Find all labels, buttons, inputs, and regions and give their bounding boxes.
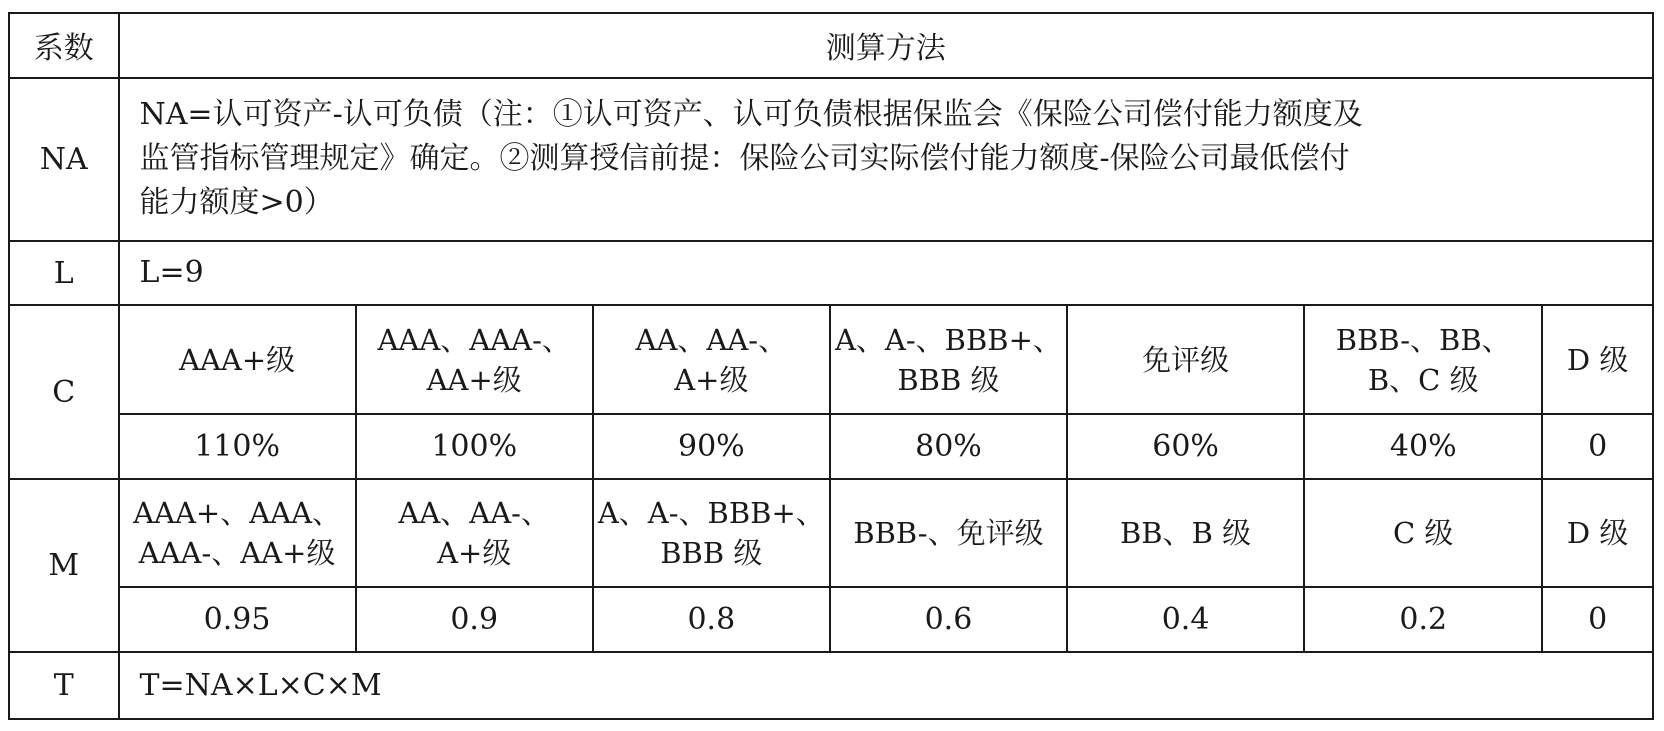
l-formula: L=9 — [119, 241, 1653, 306]
na-key: NA — [9, 78, 119, 241]
grade-line: B、C 级 — [1367, 362, 1479, 397]
row-c-grades — [9, 305, 1653, 414]
m-value-cell: 0.95 — [119, 587, 356, 652]
na-definition — [119, 78, 1653, 241]
m-grade-cell — [356, 479, 593, 588]
c-grade-cell — [119, 305, 356, 414]
c-value-cell: 80% — [830, 414, 1067, 479]
grade-line: AA、AA-、 — [635, 322, 788, 357]
grade-line: AAA-、AA+级 — [138, 536, 336, 571]
m-grade-cell — [1304, 479, 1542, 588]
grade-line: BBB-、BB、 — [1335, 322, 1511, 357]
row-c-values — [9, 414, 1653, 479]
grade-line: A、A-、BBB+、 — [597, 496, 825, 531]
header-row — [9, 13, 1653, 78]
na-line: 能力额度>0） — [139, 185, 334, 221]
grade-line: 免评级 — [1142, 342, 1230, 377]
m-grade-cell — [593, 479, 830, 588]
header-coefficient: 系数 — [9, 13, 119, 78]
grade-line: BBB-、免评级 — [853, 516, 1044, 551]
c-grade-cell — [1542, 305, 1653, 414]
na-line: 监管指标管理规定》确定。②测算授信前提：保险公司实际偿付能力额度-保险公司最低偿付 — [139, 141, 1350, 177]
m-value-cell: 0.6 — [830, 587, 1067, 652]
m-key: M — [9, 479, 119, 652]
row-m-values — [9, 587, 1653, 652]
m-grade-cell — [1067, 479, 1304, 588]
c-value-cell: 40% — [1304, 414, 1542, 479]
header-method: 测算方法 — [119, 13, 1653, 78]
m-grade-cell — [1542, 479, 1653, 588]
grade-line: A、A-、BBB+、 — [834, 322, 1062, 357]
grade-line: AA+级 — [426, 362, 522, 397]
grade-line: C 级 — [1393, 516, 1454, 551]
grade-line: BBB 级 — [897, 362, 1000, 397]
na-line: NA=认可资产-认可负债（注：①认可资产、认可负债根据保监会《保险公司偿付能力额度及 — [139, 97, 1363, 133]
c-grade-cell — [1067, 305, 1304, 414]
c-value-cell: 0 — [1542, 414, 1653, 479]
l-key: L — [9, 241, 119, 306]
c-value-cell: 100% — [356, 414, 593, 479]
m-value-cell: 0 — [1542, 587, 1653, 652]
m-value-cell: 0.2 — [1304, 587, 1542, 652]
grade-line: AAA+级 — [179, 342, 296, 377]
grade-line: A+级 — [437, 536, 512, 571]
t-formula: T=NA×L×C×M — [119, 652, 1653, 719]
m-grade-cell — [830, 479, 1067, 588]
t-key: T — [9, 652, 119, 719]
c-key: C — [9, 305, 119, 478]
c-grade-cell — [356, 305, 593, 414]
c-grade-cell — [593, 305, 830, 414]
grade-line: D 级 — [1566, 516, 1629, 551]
c-value-cell: 90% — [593, 414, 830, 479]
c-value-cell: 60% — [1067, 414, 1304, 479]
row-m-grades — [9, 479, 1653, 588]
grade-line: AAA+、AAA、 — [133, 496, 342, 531]
row-t — [9, 652, 1653, 719]
grade-line: D 级 — [1566, 342, 1629, 377]
m-grade-cell — [119, 479, 356, 588]
grade-line: AAA、AAA-、 — [377, 322, 571, 357]
grade-line: BB、B 级 — [1120, 516, 1252, 551]
c-value-cell: 110% — [119, 414, 356, 479]
m-value-cell: 0.9 — [356, 587, 593, 652]
m-value-cell: 0.8 — [593, 587, 830, 652]
row-l — [9, 241, 1653, 306]
grade-line: BBB 级 — [660, 536, 763, 571]
m-value-cell: 0.4 — [1067, 587, 1304, 652]
grade-line: A+级 — [674, 362, 749, 397]
coefficient-table — [8, 12, 1654, 720]
c-grade-cell — [830, 305, 1067, 414]
grade-line: AA、AA-、 — [398, 496, 550, 531]
row-na — [9, 78, 1653, 241]
c-grade-cell — [1304, 305, 1542, 414]
